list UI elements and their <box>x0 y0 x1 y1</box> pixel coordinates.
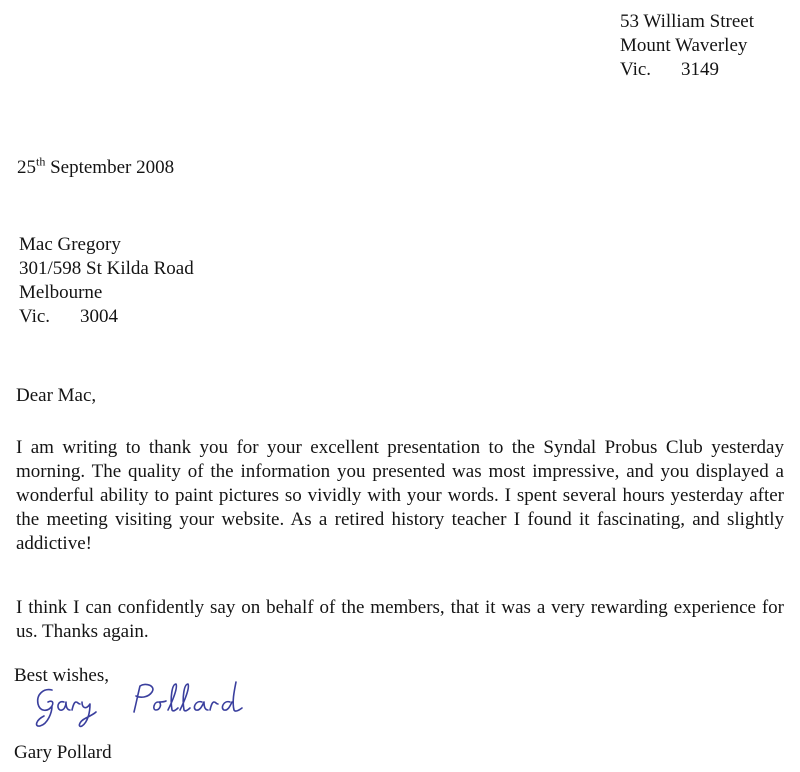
sender-postcode: 3149 <box>681 59 720 80</box>
sender-state-postcode <box>620 58 754 82</box>
recipient-city: Melbourne <box>19 282 103 303</box>
recipient-address <box>19 233 194 329</box>
letter-date <box>17 156 174 180</box>
body-paragraph-1: I am writing to thank you for your excellent presentation to the Syndal Probus Club yesterday morning. The quality of the information you presented was most impressive, and you displayed a wonderful ability to paint pictures so vividly with your words. I spent several hours yesterday after the meeting visiting your website. As a retired history teacher I found it fascinating, and slightly addictive! <box>16 437 784 554</box>
recipient-name: Mac Gregory <box>19 234 121 255</box>
sender-address <box>620 10 754 82</box>
recipient-postcode: 3004 <box>80 306 119 327</box>
handwritten-signature <box>30 680 300 728</box>
body-paragraph-2: I think I can confidently say on behalf of the members, that it was a very rewarding experience for us. Thanks again. <box>16 597 784 642</box>
sender-street: 53 William Street <box>620 11 754 32</box>
date-day: 25 <box>17 157 36 178</box>
sender-state: Vic. <box>620 59 652 80</box>
sender-suburb: Mount Waverley <box>620 35 748 56</box>
date-month-year: September 2008 <box>50 157 175 178</box>
signer-name: Gary Pollard <box>14 742 112 763</box>
closing: Best wishes, <box>14 665 109 686</box>
date-suffix: th <box>36 154 46 169</box>
recipient-state: Vic. <box>19 306 51 327</box>
salutation: Dear Mac, <box>16 385 97 406</box>
recipient-state-postcode <box>19 305 194 329</box>
recipient-street: 301/598 St Kilda Road <box>19 258 194 279</box>
